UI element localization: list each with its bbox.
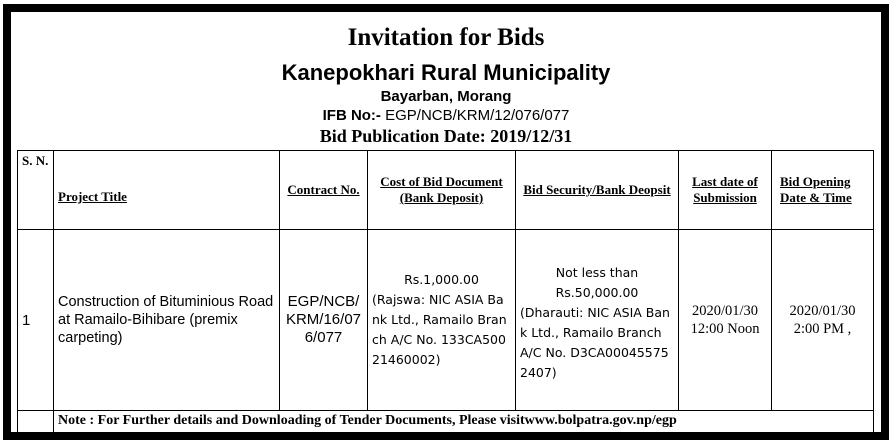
notice-frame [3,4,889,440]
municipality-name: Kanepokhari Rural Municipality [281,60,611,85]
row-security [516,230,679,411]
row-sn: 1 [18,230,54,411]
bids-table [17,150,874,438]
header-project-title-text: Project Title [58,189,127,204]
note-text: Note : For Further details and Downloading of Tender Documents, Please visitwww.bolpatra.gov.np/egp [54,411,874,438]
security-line1: Not less than [555,265,639,280]
header-submission-text: Last date of Submission [692,174,758,205]
row-contract-no: EGP/NCB/KRM/16/076/077 [280,230,368,411]
submission-time: 12:00 Noon [690,321,760,337]
opening-date: 2020/01/30 [789,303,856,319]
notice-title: Invitation for Bids [347,24,545,51]
location: Bayarban, Morang [380,88,512,105]
header-contract-no [280,151,368,230]
table-header-row [18,151,874,230]
header-security [516,151,679,230]
ifb-number-line [15,107,877,124]
row-opening [772,230,874,411]
notice-content [15,12,877,432]
table-row [18,230,874,411]
security-amount: Rs.50,000.00 [555,285,639,300]
header-opening-text: Bid Opening Date & Time [780,174,852,205]
row-submission [679,230,772,411]
header-contract-no-text: Contract No. [287,182,360,197]
note-spacer [18,411,54,438]
row-project-title: Construction of Bituminious Road at Ramailo-Bihibare (premix carpeting) [54,230,280,411]
cost-amount: Rs.1,000.00 [404,272,479,287]
header-cost [368,151,516,230]
ifb-label: IFB No:- [322,107,381,124]
header-sn: S. N. [18,151,54,230]
header-submission [679,151,772,230]
security-details: (Dharauti: NIC ASIA Bank Ltd., Ramailo Branch A/C No. D3CA000455752407) [520,305,670,380]
opening-time: 2:00 PM , [793,321,852,337]
row-cost [368,230,516,411]
header-security-text: Bid Security/Bank Deopsit [523,182,671,197]
note-row [18,411,874,438]
header-project-title [54,151,280,230]
cost-details: (Rajswa: NIC ASIA Bank Ltd., Ramailo Branch A/C No. 133CA50021460002) [372,292,507,367]
publication-date: Bid Publication Date: 2019/12/31 [319,126,573,146]
header-cost-text: Cost of Bid Document (Bank Deposit) [380,174,503,205]
ifb-number: EGP/NCB/KRM/12/076/077 [385,107,570,124]
submission-date: 2020/01/30 [691,303,759,319]
header-opening [772,151,874,230]
